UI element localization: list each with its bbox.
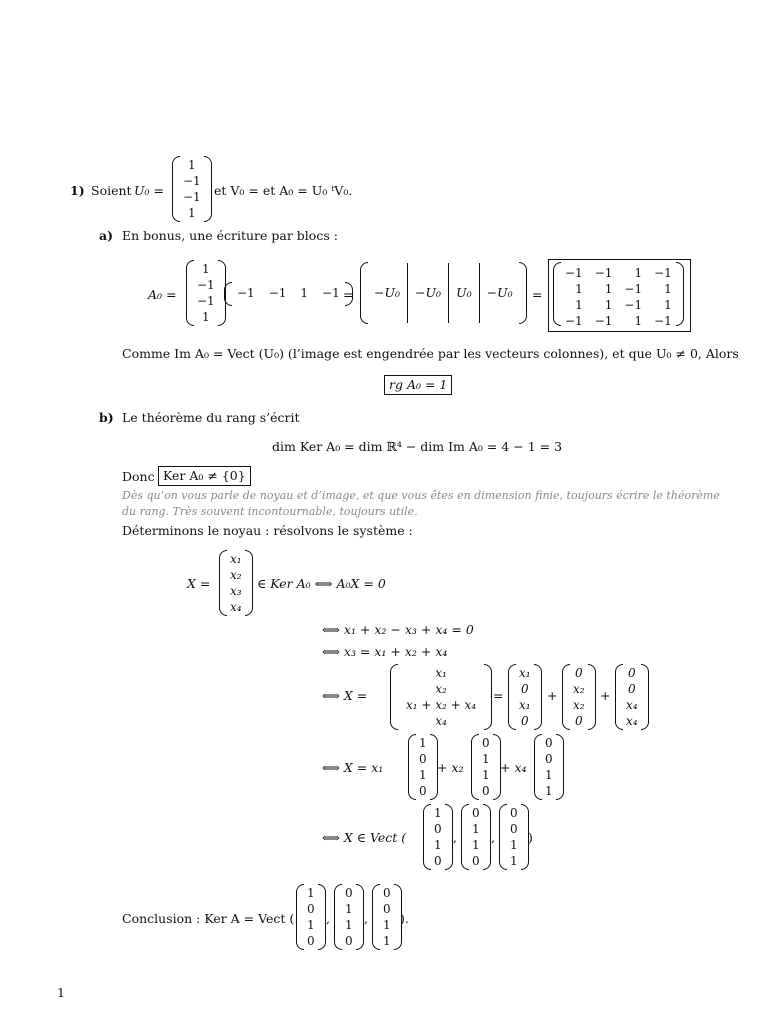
system-line-6: ⟺ X ∈ Vect ( — [322, 830, 407, 845]
vector-entry: x₂ — [435, 682, 447, 696]
vector-entry: x₄ — [230, 600, 242, 614]
split-vector-3 — [615, 664, 649, 730]
vector-entry: 1 — [472, 838, 480, 852]
matrix-entry: 1 — [575, 282, 583, 296]
vector-entry: 1 — [188, 206, 196, 220]
vector-entry: 0 — [510, 822, 518, 836]
vector-entry: x₁ — [230, 552, 242, 566]
row-entry: −1 — [237, 286, 255, 300]
matrix-entry: 1 — [634, 314, 643, 328]
vector-entry: x₄ — [626, 714, 638, 728]
vector-entry: 1 — [202, 310, 210, 324]
close-paren: ) — [528, 830, 533, 845]
definition-rest: et V₀ = et A₀ = U₀ ᵗV₀. — [214, 183, 353, 198]
a0-equals: A₀ = — [148, 287, 177, 302]
question-number: 1) — [70, 183, 85, 198]
vector-entry: x₁ — [519, 698, 531, 712]
basis-vector-2 — [471, 734, 501, 800]
split-vector-2 — [562, 664, 596, 730]
part-b-label: b) — [99, 410, 114, 425]
vector-entry: x₄ — [435, 714, 447, 728]
conclusion-end: ). — [400, 911, 409, 926]
vector-entry: 1 — [307, 918, 315, 932]
matrix-entry: 1 — [664, 282, 672, 296]
plus-x4: + x₄ — [500, 760, 527, 775]
plus-x2: + x₂ — [437, 760, 464, 775]
vector-entry: 1 — [345, 902, 353, 916]
vector-entry: x₂ — [230, 568, 242, 582]
matrix-entry: −1 — [594, 314, 613, 328]
block-matrix — [360, 262, 527, 324]
vector-entry: 0 — [520, 714, 529, 728]
vector-entry: −1 — [183, 190, 201, 204]
vector-entry: 1 — [472, 822, 480, 836]
vector-entry: 0 — [345, 886, 353, 900]
system-line-3: ⟺ x₃ = x₁ + x₂ + x₄ — [322, 644, 448, 659]
row-entry: −1 — [268, 286, 287, 300]
vector-entry: 0 — [482, 736, 490, 750]
part-b-intro: Le théorème du rang s’écrit — [122, 410, 300, 425]
vector-entry: 0 — [574, 714, 583, 728]
image-comment: Comme Im A₀ = Vect (U₀) (l’image est engendrée par les vecteurs colonnes), et que U₀ ≠ 0, Alors — [122, 346, 739, 361]
matrix-entry: −1 — [565, 266, 583, 280]
vector-entry: 0 — [574, 666, 583, 680]
vector-entry: x₁ — [435, 666, 447, 680]
u0-equals: U₀ = — [134, 183, 164, 198]
vector-entry: x₃ — [230, 584, 242, 598]
rank-box: rg A₀ = 1 — [384, 375, 452, 395]
block-3: U₀ — [456, 285, 472, 300]
plus-2: + — [600, 688, 611, 703]
system-line-2: ⟺ x₁ + x₂ − x₃ + x₄ = 0 — [322, 622, 474, 637]
vector-entry: −1 — [197, 278, 215, 292]
vector-entry: 0 — [545, 752, 553, 766]
vector-entry: 1 — [434, 838, 442, 852]
equals-sign: = — [343, 287, 354, 302]
span-vector-2 — [461, 804, 491, 870]
a0-column-vector — [186, 260, 226, 326]
vector-entry: 1 — [510, 838, 518, 852]
rank-formula: dim Ker A₀ = dim ℝ⁴ − dim Im A₀ = 4 − 1 = 3 — [272, 439, 563, 454]
matrix-entry: −1 — [565, 314, 583, 328]
comma-2: , — [491, 830, 495, 845]
part-a-intro: En bonus, une écriture par blocs : — [122, 228, 338, 243]
conclusion-comma-2: , — [364, 911, 368, 926]
vector-entry: 0 — [307, 902, 315, 916]
vector-entry: 1 — [482, 768, 490, 782]
plus-1: + — [547, 688, 558, 703]
matrix-entry: −1 — [654, 266, 672, 280]
vector-entry: 1 — [482, 752, 490, 766]
system-line-4: ⟺ X = — [322, 688, 368, 703]
a0-row-vector — [224, 282, 353, 306]
matrix-entry: 1 — [604, 298, 613, 312]
vector-entry: 0 — [345, 934, 353, 948]
block-2: −U₀ — [415, 285, 442, 300]
vector-entry: 1 — [383, 918, 391, 932]
matrix-entry: 1 — [664, 298, 672, 312]
kernel-condition: ∈ Ker A₀ ⟺ A₀X = 0 — [257, 576, 386, 591]
conclusion-vector-3 — [372, 884, 402, 950]
block-4: −U₀ — [486, 285, 513, 300]
matrix-entry: −1 — [594, 266, 613, 280]
vector-entry: 0 — [383, 902, 391, 916]
vector-entry: 0 — [510, 806, 518, 820]
vector-entry: 0 — [472, 854, 480, 868]
block-1: −U₀ — [374, 285, 401, 300]
big-vector — [390, 664, 492, 730]
result-matrix — [553, 262, 684, 326]
conclusion-vector-1 — [296, 884, 326, 950]
vector-entry: 0 — [482, 784, 490, 798]
span-vector-1 — [423, 804, 453, 870]
vector-entry: 0 — [472, 806, 480, 820]
conclusion-text: Conclusion : Ker A = Vect ( — [122, 911, 295, 926]
vector-entry: 0 — [627, 666, 636, 680]
vector-entry: x₁ — [519, 666, 531, 680]
vector-entry: 1 — [510, 854, 518, 868]
vector-entry: 0 — [419, 752, 427, 766]
vector-entry: 1 — [345, 918, 353, 932]
vector-entry: x₄ — [626, 698, 638, 712]
equals-sign-3: = — [493, 688, 504, 703]
vector-entry: 1 — [545, 768, 553, 782]
vector-entry: 1 — [383, 934, 391, 948]
equals-sign-2: = — [532, 287, 543, 302]
span-vector-3 — [499, 804, 529, 870]
vector-entry: 0 — [520, 682, 529, 696]
page-number: 1 — [57, 985, 65, 1000]
note-line-2: du rang. Très souvent incontournable, toujours utile. — [122, 505, 418, 518]
vector-entry: 0 — [307, 934, 315, 948]
u0-vector — [172, 156, 212, 222]
comma-1: , — [453, 830, 457, 845]
vector-entry: x₂ — [573, 698, 585, 712]
vector-entry: −1 — [183, 174, 201, 188]
x-equals: X = — [187, 576, 211, 591]
basis-vector-1 — [408, 734, 438, 800]
matrix-entry: −1 — [624, 298, 643, 312]
donc-text: Donc — [122, 469, 155, 484]
vector-entry: 0 — [434, 822, 442, 836]
note-line-1: Dès qu’on vous parle de noyau et d’image, et que vous êtes en dimension finie, toujours écrire le théorème — [122, 489, 720, 502]
vector-entry: 1 — [434, 806, 442, 820]
system-line-5: ⟺ X = x₁ — [322, 760, 384, 775]
vector-entry: −1 — [197, 294, 215, 308]
x-vector — [219, 550, 253, 616]
vector-entry: 0 — [545, 736, 553, 750]
matrix-entry: −1 — [654, 314, 672, 328]
vector-entry: 0 — [383, 886, 391, 900]
vector-entry: 1 — [188, 158, 196, 172]
vector-entry: 1 — [419, 736, 427, 750]
basis-vector-3 — [534, 734, 564, 800]
split-vector-1 — [508, 664, 542, 730]
matrix-entry: 1 — [575, 298, 583, 312]
vector-entry: 1 — [307, 886, 315, 900]
vector-entry: 1 — [202, 262, 210, 276]
soient-text: Soient — [91, 183, 132, 198]
conclusion-comma-1: , — [326, 911, 330, 926]
vector-entry: 1 — [419, 768, 427, 782]
row-entry: 1 — [300, 286, 309, 300]
row-entry: −1 — [322, 286, 340, 300]
determine-text: Déterminons le noyau : résolvons le système : — [122, 523, 413, 538]
vector-entry: 0 — [419, 784, 427, 798]
vector-entry: 1 — [545, 784, 553, 798]
vector-entry: x₁ + x₂ + x₄ — [406, 698, 477, 712]
conclusion-vector-2 — [334, 884, 364, 950]
matrix-entry: 1 — [604, 282, 613, 296]
part-a-label: a) — [99, 228, 114, 243]
kernel-box: Ker A₀ ≠ {0} — [158, 466, 251, 486]
vector-entry: 0 — [627, 682, 636, 696]
vector-entry: x₂ — [573, 682, 585, 696]
matrix-entry: 1 — [634, 266, 643, 280]
vector-entry: 0 — [434, 854, 442, 868]
matrix-entry: −1 — [624, 282, 643, 296]
